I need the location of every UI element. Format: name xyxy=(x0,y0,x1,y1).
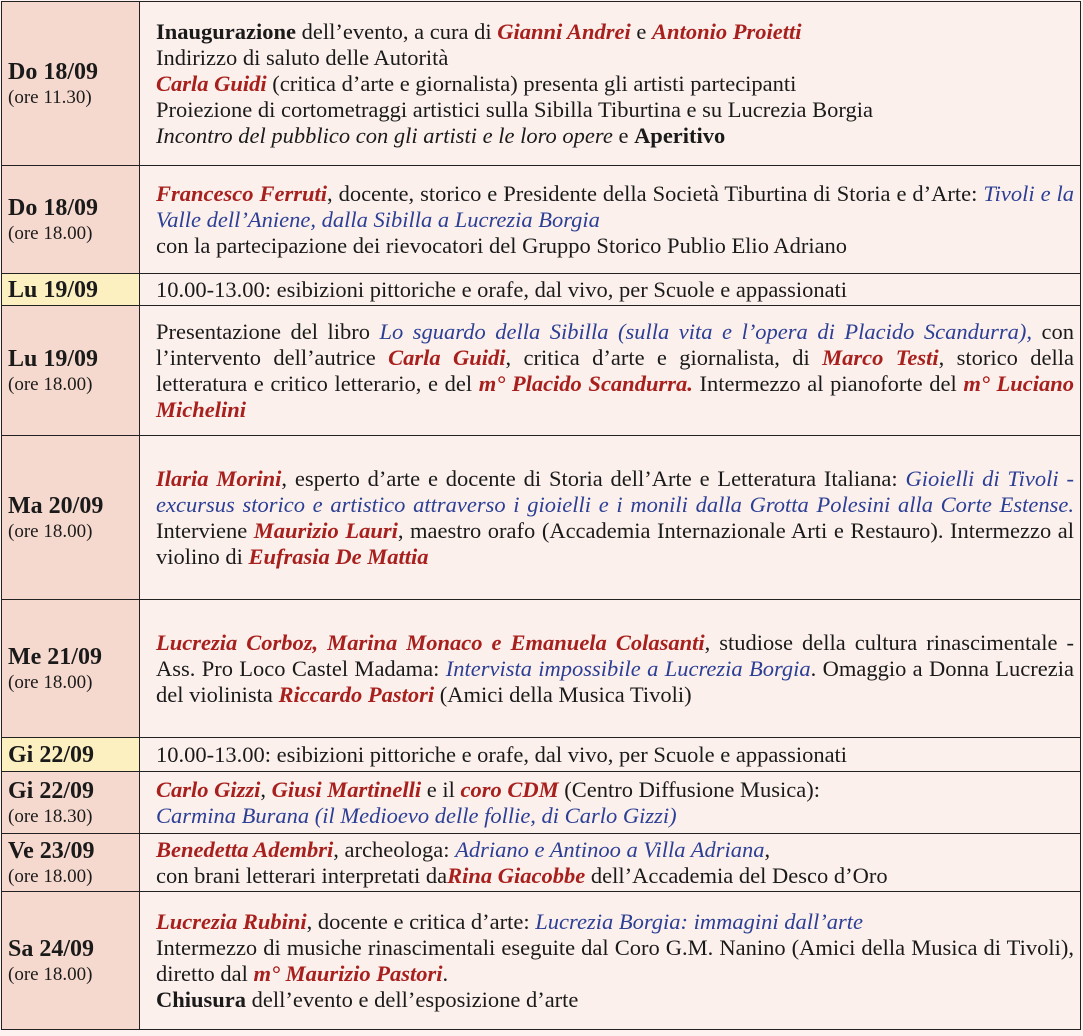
text: , critica d’arte e giornalista, di xyxy=(505,344,823,370)
table-row xyxy=(2,892,1081,1030)
person-name: Carlo Gizzi xyxy=(156,776,261,802)
person-name: Francesco Ferruti xyxy=(156,180,327,206)
event-keyword: Chiusura xyxy=(156,986,247,1012)
table-row xyxy=(2,772,1081,834)
talk-title: Intervista impossibile a Lucrezia Borgia xyxy=(445,655,811,681)
text: (Amici della Musica Tivoli) xyxy=(434,681,692,707)
text-line xyxy=(156,837,1074,863)
text: e il xyxy=(421,776,461,802)
text: Intermezzo di musiche rinascimentali eseguite dal Coro G.M. Nanino (Amici della Musica di Tivoli), diretto dal xyxy=(156,934,1074,986)
text: dell’Accademia del Desco d’Oro xyxy=(585,862,888,888)
event-keyword: Aperitivo xyxy=(634,122,726,148)
table-row xyxy=(2,166,1081,274)
person-name: Lucrezia Corboz, Marina Monaco e Emanuela Colasanti xyxy=(156,629,705,655)
description-cell xyxy=(140,2,1081,166)
day-label: Gi 22/09 xyxy=(8,777,95,804)
day-label: Sa 24/09 xyxy=(8,935,95,962)
text: , esperto d’arte e docente di Storia dell’Arte e Letteratura Italiana: xyxy=(281,465,906,491)
day-label: Lu 19/09 xyxy=(8,345,99,372)
talk-title: Tivoli e la Valle dell’Aniene, dalla Sibilla a Lucrezia Borgia xyxy=(156,180,1075,232)
date-cell xyxy=(2,2,140,166)
text-line xyxy=(156,987,1074,1013)
person-name: m° Placido Scandurra. xyxy=(478,370,693,396)
day-label: Lu 19/09 xyxy=(8,276,99,303)
text: , docente e critica d’arte: xyxy=(306,908,536,934)
description-cell xyxy=(140,306,1081,436)
text: con brani letterari interpretati da xyxy=(156,862,448,888)
text: Intermezzo al pianoforte del xyxy=(692,370,964,396)
time-label: (ore 18.00) xyxy=(8,865,93,887)
time-label: (ore 18.30) xyxy=(8,805,93,827)
day-label: Gi 22/09 xyxy=(8,741,95,768)
text: dell’evento e dell’esposizione d’arte xyxy=(246,986,579,1012)
text: , xyxy=(260,776,272,802)
talk-title: Gioielli di Tivoli - excursus storico e artistico attraverso i gioielli e i monili dalla Grotta Polesini alla Corte Estense. xyxy=(156,465,1075,517)
text: , maestro orafo (Accademia Internazionale Arti e Restauro). Intermezzo al violino di xyxy=(156,517,1074,569)
date-cell xyxy=(2,834,140,892)
person-name: Carla Guidi xyxy=(156,70,267,96)
book-title: Lo sguardo della Sibilla (sulla vita e l’opera di Placido Scandurra), xyxy=(379,318,1032,344)
text-line xyxy=(156,909,1074,935)
person-name: Benedetta Adembri xyxy=(156,836,334,862)
text: (critica d’arte e giornalista) presenta gli artisti partecipanti xyxy=(266,70,797,96)
text: Incontro del pubblico con gli artisti e le loro opere xyxy=(156,122,613,148)
person-name: Marco Testi xyxy=(822,344,939,370)
table-row xyxy=(2,738,1081,772)
date-cell xyxy=(2,772,140,834)
time-label: (ore 18.00) xyxy=(8,373,93,395)
table-row xyxy=(2,600,1081,738)
person-name: Ilaria Morini xyxy=(156,465,282,491)
event-schedule-table xyxy=(1,1,1081,1030)
person-name: Gianni Andrei xyxy=(497,18,631,44)
text-line: Indirizzo di saluto delle Autorità xyxy=(156,44,449,70)
date-cell xyxy=(2,274,140,306)
text: , storico della letteratura e critico letterario, e del xyxy=(156,344,1074,396)
description-cell xyxy=(140,834,1081,892)
date-cell xyxy=(2,600,140,738)
table-row xyxy=(2,834,1081,892)
time-label: (ore 18.00) xyxy=(8,222,93,244)
time-label: (ore 18.00) xyxy=(8,963,93,985)
table-row xyxy=(2,274,1081,306)
time-label: (ore 18.00) xyxy=(8,671,93,693)
person-name: Antonio Proietti xyxy=(652,18,802,44)
talk-title: Carmina Burana (il Medioevo delle follie, di Carlo Gizzi) xyxy=(156,802,677,828)
text-line xyxy=(156,777,1074,803)
text-block xyxy=(156,935,1074,987)
text: , xyxy=(764,836,771,862)
text-line xyxy=(156,123,1074,149)
person-name: Rina Giacobbe xyxy=(447,862,586,888)
text-line xyxy=(156,863,1074,889)
text: (Centro Diffusione Musica): xyxy=(558,776,821,802)
time-label: (ore 18.00) xyxy=(8,520,93,542)
description-cell xyxy=(140,772,1081,834)
person-name: Riccardo Pastori xyxy=(278,681,435,707)
description-cell xyxy=(140,600,1081,738)
text: Presentazione del libro xyxy=(156,318,380,344)
date-cell xyxy=(2,306,140,436)
time-label: (ore 11.30) xyxy=(8,86,92,108)
text: , archeologa: xyxy=(333,836,456,862)
person-name: Carla Guidi xyxy=(388,344,506,370)
event-keyword: Inaugurazione xyxy=(156,18,297,44)
day-label: Ma 20/09 xyxy=(8,492,104,519)
day-label: Do 18/09 xyxy=(8,194,98,221)
text: dell’evento, a cura di xyxy=(296,18,498,44)
day-label: Me 21/09 xyxy=(8,643,102,670)
person-name: Eufrasia De Mattia xyxy=(248,543,429,569)
person-name: Giusi Martinelli xyxy=(271,776,422,802)
person-name: coro CDM xyxy=(460,776,559,802)
date-cell xyxy=(2,738,140,772)
talk-title: Lucrezia Borgia: immagini dall’arte xyxy=(535,908,863,934)
person-name: m° Luciano Michelini xyxy=(156,370,1074,422)
talk-title: Adriano e Antinoo a Villa Adriana xyxy=(455,836,765,862)
date-cell xyxy=(2,166,140,274)
text: e xyxy=(612,122,635,148)
description-cell xyxy=(140,166,1081,274)
text: Interviene xyxy=(156,517,254,543)
day-label: Do 18/09 xyxy=(8,58,98,85)
table-row xyxy=(2,436,1081,600)
person-name: Maurizio Lauri xyxy=(253,517,398,543)
table-row xyxy=(2,2,1081,166)
description-cell xyxy=(140,892,1081,1030)
table-row xyxy=(2,306,1081,436)
date-cell xyxy=(2,892,140,1030)
text-line: Proiezione di cortometraggi artistici sulla Sibilla Tiburtina e su Lucrezia Borgia xyxy=(156,96,873,122)
text: , studiose della cultura rinascimentale - Ass. Pro Loco Castel Madama: xyxy=(156,629,1074,681)
text: con l’intervento dell’autrice xyxy=(156,318,1074,370)
text: . Omaggio a Donna Lucrezia del violinista xyxy=(156,655,1074,707)
description-cell: 10.00-13.00: esibizioni pittoriche e orafe, dal vivo, per Scuole e appassionati xyxy=(140,738,1081,772)
text-line: con la partecipazione dei rievocatori del Gruppo Storico Publio Elio Adriano xyxy=(156,232,848,258)
person-name: m° Maurizio Pastori xyxy=(253,960,443,986)
text: . xyxy=(442,960,449,986)
person-name: Lucrezia Rubini xyxy=(156,908,307,934)
date-cell xyxy=(2,436,140,600)
text: e xyxy=(630,18,653,44)
text-line xyxy=(156,71,1074,97)
day-label: Ve 23/09 xyxy=(8,837,95,864)
description-cell xyxy=(140,436,1081,600)
text-line xyxy=(156,19,1074,45)
description-cell: 10.00-13.00: esibizioni pittoriche e orafe, dal vivo, per Scuole e appassionati xyxy=(140,274,1081,306)
text: , docente, storico e Presidente della Società Tiburtina di Storia e d’Arte: xyxy=(326,180,984,206)
text-block xyxy=(156,181,1074,232)
